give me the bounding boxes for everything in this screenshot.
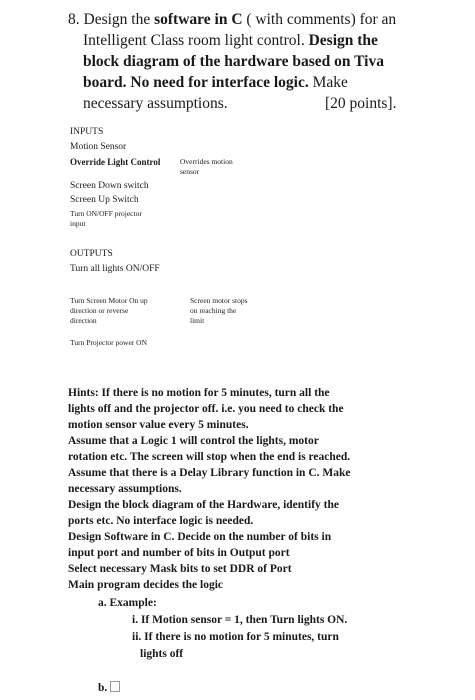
hint-line-9: ports etc. No interface logic is needed. (68, 515, 254, 527)
question-line-3: block diagram of the hardware based on Tiva (83, 53, 384, 70)
example-item-ii-line-2: lights off (140, 648, 184, 660)
override-note-line-2: sensor (180, 167, 200, 176)
example-item-i: i. If Motion sensor = 1, then Turn lights ON. (132, 614, 348, 626)
output-all-lights: Turn all lights ON/OFF (70, 264, 160, 274)
question-line-5: necessary assumptions. (83, 95, 228, 112)
output-screen-motor-line-2: direction or reverse (70, 306, 129, 315)
question-line-1: 8. Design the software in C ( with comments) for an (68, 11, 397, 28)
motor-note-line-3: limit (190, 316, 205, 325)
input-motion-sensor: Motion Sensor (70, 142, 127, 152)
input-projector-line-2: input (70, 219, 86, 228)
question-line-4: board. No need for interface logic. Make (83, 74, 348, 91)
hint-line-10: Design Software in C. Decide on the number of bits in (68, 531, 332, 543)
hint-line-4: Assume that a Logic 1 will control the lights, motor (68, 435, 319, 447)
inputs-heading: INPUTS (70, 127, 104, 137)
input-override-light-control: Override Light Control (70, 157, 161, 167)
outputs-heading: OUTPUTS (70, 249, 113, 259)
hint-line-6: Assume that there is a Delay Library function in C. Make (68, 467, 351, 479)
hint-line-8: Design the block diagram of the Hardware, identify the (68, 499, 339, 511)
hint-line-11: input port and number of bits in Output port (68, 547, 290, 559)
hint-line-3: motion sensor value every 5 minutes. (68, 419, 249, 431)
item-b: b. (98, 681, 120, 697)
output-screen-motor-line-1: Turn Screen Motor On up (70, 296, 148, 305)
hint-line-13: Main program decides the logic (68, 579, 224, 591)
hint-line-7: necessary assumptions. (68, 483, 182, 495)
question-line-2: Intelligent Class room light control. Design the (83, 32, 378, 49)
hint-line-1: Hints: If there is no motion for 5 minutes, turn all the (68, 387, 330, 399)
hint-line-2: lights off and the projector off. i.e. you need to check the (68, 403, 344, 415)
override-note-line-1: Overrides motion (180, 157, 233, 166)
input-projector-line-1: Turn ON/OFF projector (70, 209, 142, 218)
input-screen-down-switch: Screen Down switch (70, 181, 149, 191)
example-label: a. Example: (98, 597, 157, 609)
output-projector-power: Turn Projector power ON (70, 338, 148, 347)
motor-note-line-2: on reaching the (190, 306, 237, 315)
input-screen-up-switch: Screen Up Switch (70, 195, 139, 205)
output-screen-motor-line-3: direction (70, 316, 97, 325)
question-points: [20 points]. (325, 95, 397, 112)
hint-line-5: rotation etc. The screen will stop when the end is reached. (68, 451, 351, 463)
example-item-ii-line-1: ii. If there is no motion for 5 minutes, turn (132, 631, 339, 643)
empty-box-icon (110, 681, 120, 692)
hint-line-12: Select necessary Mask bits to set DDR of Port (68, 563, 292, 575)
motor-note-line-1: Screen motor stops (190, 296, 248, 305)
question-number: 8. (68, 11, 80, 28)
